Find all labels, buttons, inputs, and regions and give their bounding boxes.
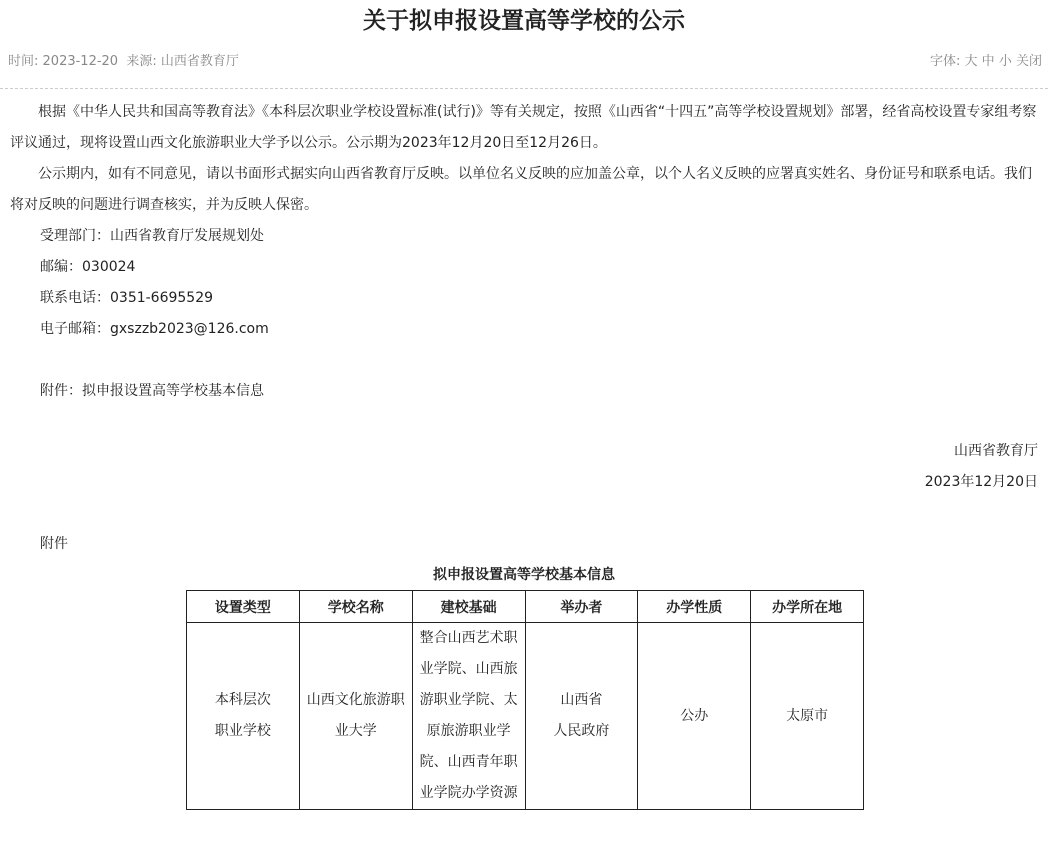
cell-text: 本科层次	[214, 692, 271, 708]
publish-date: 2023-12-20	[42, 54, 119, 69]
article-body	[0, 97, 1048, 810]
header-foundation: 建校基础	[412, 591, 525, 623]
source-value: 山西省教育厅	[160, 54, 239, 69]
cell-text: 人民政府	[553, 723, 610, 739]
header-sponsor: 举办者	[525, 591, 638, 623]
cell-text: 整合山西艺术职	[419, 630, 518, 646]
attachment-line: 附件：拟申报设置高等学校基本信息	[40, 383, 264, 399]
page-title: 关于拟申报设置高等学校的公示	[363, 8, 685, 34]
table-caption: 拟申报设置高等学校基本信息	[433, 567, 615, 583]
sign-date: 2023年12月20日	[924, 474, 1038, 490]
spacer	[10, 345, 1038, 376]
school-info-table	[186, 590, 864, 810]
appendix-label: 附件	[40, 536, 68, 552]
header-divider	[0, 88, 1048, 89]
header-type: 设置类型	[187, 591, 300, 623]
header-location: 办学所在地	[751, 591, 864, 623]
cell-text: 原旅游职业学	[426, 723, 511, 739]
header-nature: 办学性质	[638, 591, 751, 623]
table-row	[187, 623, 864, 810]
meta-bar	[0, 51, 1048, 73]
font-small-button[interactable]: 小	[998, 54, 1012, 69]
contact-email: 电子邮箱：gxszzb2023@126.com	[40, 321, 269, 337]
cell-text: 山西省	[560, 692, 603, 708]
table-header-row	[187, 591, 864, 623]
font-medium-button[interactable]: 中	[981, 54, 995, 69]
contact-phone: 联系电话：0351-6695529	[40, 290, 214, 306]
cell-text: 职业学校	[214, 723, 271, 739]
cell-sponsor	[525, 623, 638, 810]
font-large-button[interactable]: 大	[964, 54, 978, 69]
cell-text: 院、山西青年职	[419, 754, 518, 770]
contact-department: 受理部门：山西省教育厅发展规划处	[40, 228, 264, 244]
font-size-label: 字体:	[929, 54, 961, 69]
cell-text: 业大学	[334, 723, 377, 739]
source-label: 来源:	[126, 54, 157, 69]
close-button[interactable]: 关闭	[1015, 54, 1042, 69]
cell-location: 太原市	[751, 623, 864, 810]
font-size-controls	[930, 51, 1042, 73]
cell-nature: 公办	[638, 623, 751, 810]
cell-text: 业学院办学资源	[419, 785, 518, 801]
header-school-name: 学校名称	[299, 591, 412, 623]
spacer	[10, 498, 1038, 529]
cell-school-name	[299, 623, 412, 810]
time-label: 时间:	[8, 54, 39, 69]
contact-postcode: 邮编：030024	[40, 259, 136, 275]
cell-text: 游职业学院、太	[419, 692, 518, 708]
cell-foundation	[412, 623, 525, 810]
meta-info	[8, 51, 239, 73]
signer: 山西省教育厅	[954, 443, 1038, 459]
cell-text: 山西文化旅游职	[306, 692, 405, 708]
cell-text: 业学院、山西旅	[419, 661, 518, 677]
paragraph-announcement: 根据《中华人民共和国高等教育法》《本科层次职业学校设置标准(试行)》等有关规定，按照《山西省“十四五”高等学校设置规划》部署，经省高校设置专家组考察评议通过，现将设置山西文化旅游职业大学予以公示。公示期为2023年12月20日至12月26日。	[10, 104, 1037, 151]
cell-type	[187, 623, 300, 810]
paragraph-objection: 公示期内，如有不同意见，请以书面形式据实向山西省教育厅反映。以单位名义反映的应加盖公章，以个人名义反映的应署真实姓名、身份证号和联系电话。我们将对反映的问题进行调查核实，并为反映人保密。	[10, 166, 1032, 213]
